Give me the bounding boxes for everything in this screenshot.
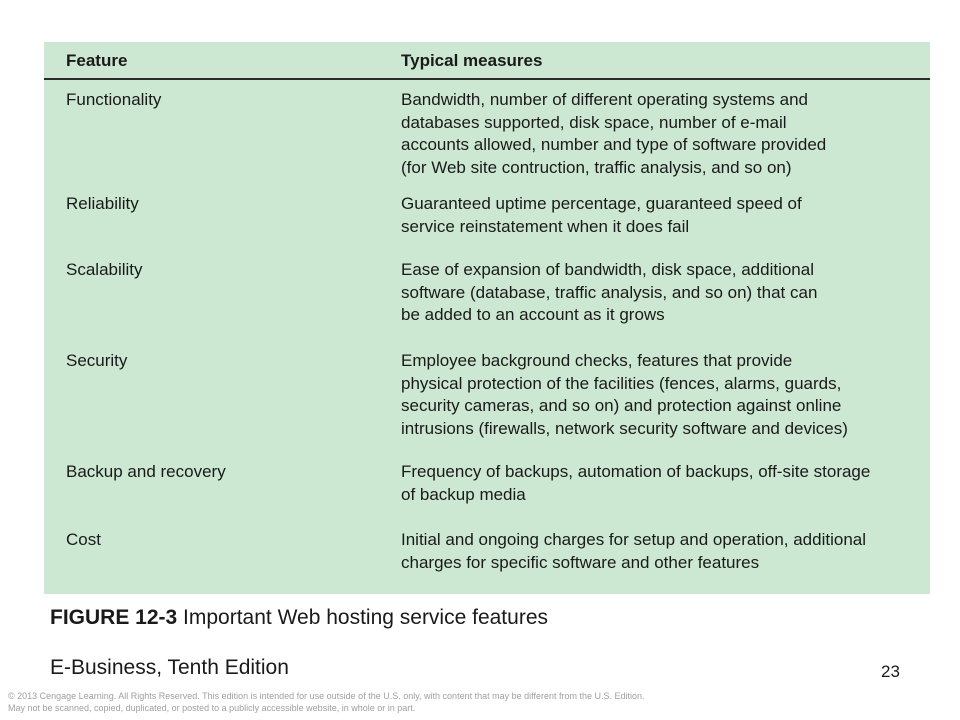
- table-header: [44, 42, 930, 80]
- row-feature: Functionality: [66, 90, 162, 109]
- row-measures: Employee background checks, features that provide physical protection of the facilities (fences, alarms, guards, security cameras, and so on) and protection against online intrusions (firewalls, network security software and devices): [401, 351, 848, 438]
- row-feature: Cost: [66, 530, 101, 549]
- row-measures: Frequency of backups, automation of backups, off-site storage of backup media: [401, 462, 871, 504]
- row-measures: Initial and ongoing charges for setup and operation, additional charges for specific software and other features: [401, 530, 867, 572]
- figure-title: Important Web hosting service features: [177, 606, 548, 629]
- features-table: [44, 42, 930, 594]
- copyright-line: © 2013 Cengage Learning. All Rights Reserved. This edition is intended for use outside of the U.S. only, with content that may be different from the U.S. Edition.: [8, 691, 645, 701]
- row-feature: Reliability: [66, 194, 139, 213]
- row-measures: Bandwidth, number of different operating systems and databases supported, disk space, number of e-mail accounts allowed, number and type of software provided (for Web site contruction, traffic analysis, and so on): [401, 90, 827, 177]
- row-feature: Backup and recovery: [66, 462, 226, 481]
- header-feature: Feature: [66, 51, 128, 70]
- page-number: 23: [881, 662, 900, 681]
- row-measures: Ease of expansion of bandwidth, disk space, additional software (database, traffic analysis, and so on) that can be added to an account as it grows: [401, 260, 818, 324]
- copyright-line: May not be scanned, copied, duplicated, or posted to a publicly accessible website, in whole or in part.: [8, 703, 416, 713]
- copyright-notice: [8, 690, 908, 714]
- figure-label: FIGURE 12-3: [50, 606, 178, 629]
- row-feature: Scalability: [66, 260, 143, 279]
- row-feature: Security: [66, 351, 128, 370]
- figure-caption: [50, 606, 548, 630]
- row-measures: Guaranteed uptime percentage, guaranteed speed of service reinstatement when it does fail: [401, 194, 802, 236]
- header-typical-measures: Typical measures: [401, 51, 543, 70]
- book-title: E-Business, Tenth Edition: [50, 656, 289, 679]
